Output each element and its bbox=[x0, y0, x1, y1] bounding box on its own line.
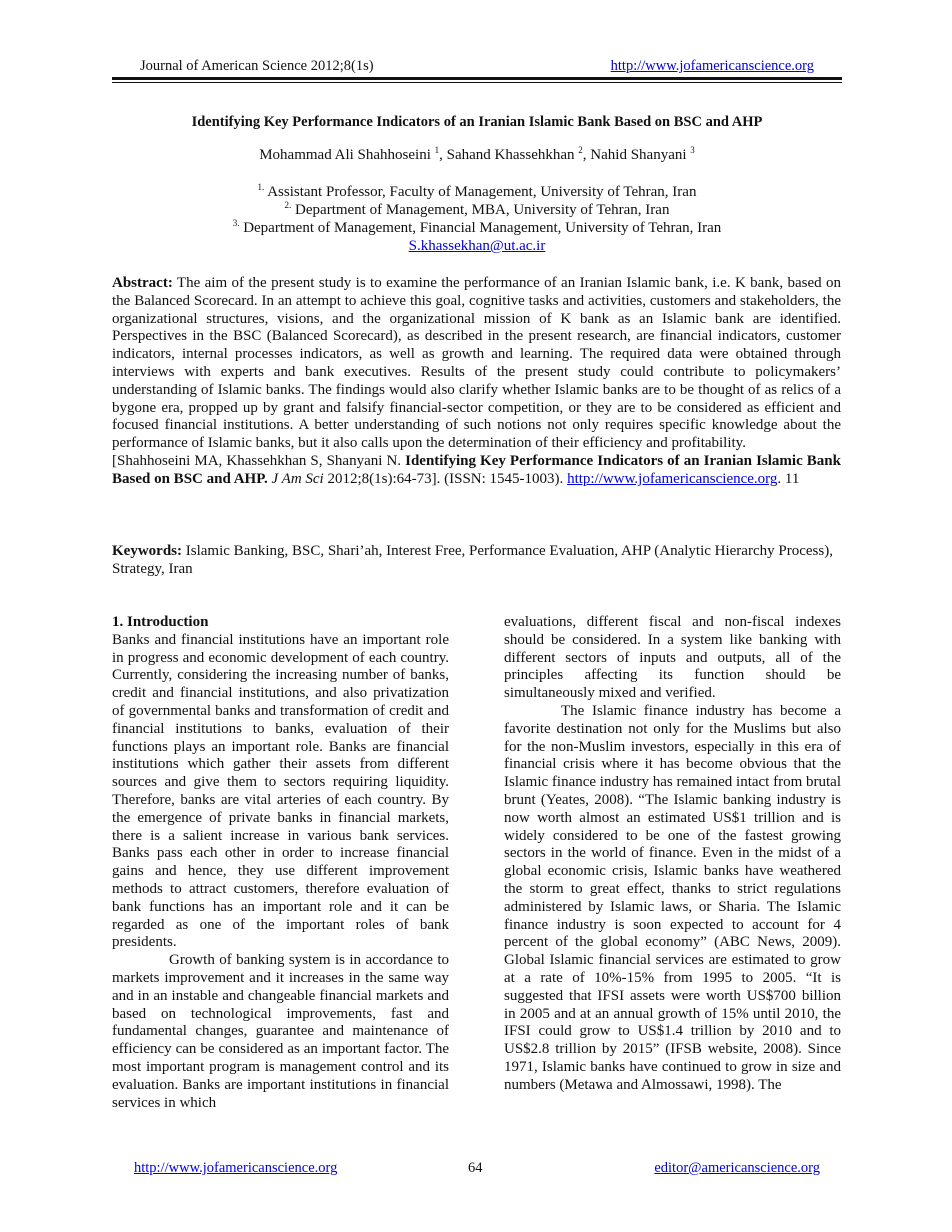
citation-prefix: [Shahhoseini MA, Khassehkhan S, Shanyani N. bbox=[112, 452, 406, 469]
journal-url-link[interactable]: http://www.jofamericanscience.org bbox=[610, 58, 814, 74]
citation-details: 2012;8(1s):64-73]. (ISSN: 1545-1003). bbox=[327, 470, 568, 487]
contact-email-link[interactable]: S.khassekhan@ut.ac.ir bbox=[408, 238, 546, 254]
affiliation bbox=[112, 183, 842, 201]
citation-journal: J Am Sci bbox=[267, 470, 328, 487]
affiliation bbox=[112, 201, 842, 219]
body-paragraph: evaluations, different fiscal and non-fiscal indexes should be considered. In a system like banking with different sectors of inputs and outputs, all of the principles affecting its function should be simultaneously mixed and verified. bbox=[504, 614, 841, 702]
journal-name: Journal of American Science 2012;8(1s) bbox=[140, 58, 374, 74]
author-affil-marker: 1 bbox=[434, 145, 440, 155]
header-rule-thick bbox=[112, 77, 842, 80]
affiliation-text: Department of Management, MBA, University of Tehran, Iran bbox=[291, 202, 670, 218]
body-column-right bbox=[504, 614, 841, 1095]
affiliation bbox=[112, 219, 842, 237]
author-name: Nahid Shanyani bbox=[590, 147, 687, 163]
affiliation-number: 2. bbox=[284, 200, 292, 210]
keywords-label: Keywords: bbox=[112, 543, 182, 559]
body-column-left bbox=[112, 614, 449, 1112]
keywords-text: Islamic Banking, BSC, Shari’ah, Interest Free, Performance Evaluation, AHP (Analytic Hierarchy Process), Strategy, Iran bbox=[112, 543, 833, 577]
keywords bbox=[112, 542, 841, 578]
section-heading-introduction: 1. Introduction bbox=[112, 614, 209, 630]
header-rule-thin bbox=[112, 82, 842, 83]
contact-email-row bbox=[112, 237, 842, 255]
citation-suffix: . 11 bbox=[777, 470, 800, 487]
author-affil-marker: 2 bbox=[578, 145, 583, 155]
author-affil-marker: 3 bbox=[690, 145, 695, 155]
citation-url-link[interactable]: http://www.jofamericanscience.org bbox=[567, 470, 778, 487]
author-name: Mohammad Ali Shahhoseini bbox=[259, 147, 431, 163]
author-separator: , bbox=[439, 147, 447, 163]
affiliation-number: 3. bbox=[232, 218, 240, 228]
author-name: Sahand Khassehkhan bbox=[446, 147, 575, 163]
author-separator: , bbox=[582, 147, 591, 163]
page-footer bbox=[112, 1160, 842, 1180]
abstract-label: Abstract: bbox=[112, 275, 173, 291]
running-header bbox=[112, 58, 842, 78]
affiliation-text: Department of Management, Financial Management, University of Tehran, Iran bbox=[239, 220, 722, 236]
body-paragraph: Banks and financial institutions have an important role in progress and economic development of each country. Currently, considering the increasing number of banks, credit and financial institutions, and also privatization of governmental banks and transformation of credit and financial institutions to banks, evaluation of their functions plays an important role. Banks are financial institutions which gather their assets from different sources and give them to sectors requiring liquidity. Therefore, banks are vital arteries of each country. By the emergence of private banks in financial markets, there is a salient increase in various bank services. Banks pass each other in order to increase financial gains and hence, they use different improvement methods to attract customers, therefore evaluation of bank functions has an important role and it can be regarded as one of the important roles of bank presidents. bbox=[112, 631, 449, 951]
body-paragraph: The Islamic finance industry has become a favorite destination not only for the Muslims but also for the non-Muslim investors, especially in this era of financial crisis where it has become obvious that the Islamic finance industry has remained intact from brutal brunt (Yeates, 2008). “The Islamic banking industry is now worth almost an estimated US$1 trillion and is widely considered to be one of the fastest growing sectors in the world of finance. Even in the midst of a global economic crisis, Islamic banks have weathered the storm to great effect, thanks to strict regulations administered by Islamic laws, or Sharia. The Islamic finance industry is soon expected to account for 4 percent of the global economy” (ABC News, 2009). Global Islamic financial services are estimated to grow at a rate of 10%-15% from 1995 to 2005. “It is suggested that IFSI assets were worth US$700 billion in 2005 and at an annual growth of 15% until 2010, the IFSI could grow to US$1.4 trillion by 2010 and to US$2.8 trillion by 2015” (IFSB website, 2008). Since 1971, Islamic banks have continued to grow in size and numbers (Metawa and Almossawi, 1998). The bbox=[504, 702, 841, 1093]
abstract bbox=[112, 275, 841, 489]
page-number: 64 bbox=[468, 1160, 483, 1176]
affiliation-text: Assistant Professor, Faculty of Management, University of Tehran, Iran bbox=[264, 184, 697, 200]
affiliation-list bbox=[112, 183, 842, 255]
footer-url-link[interactable]: http://www.jofamericanscience.org bbox=[134, 1160, 338, 1176]
affiliation-number: 1. bbox=[257, 182, 265, 192]
body-paragraph: Growth of banking system is in accordance to markets improvement and it increases in the same way and in an instable and changeable financial markets and based on technological improvements, fast and fundamental changes, guarantee and maintenance of efficiency can be considered as an important factor. The most important program is management control and its evaluation. Banks are important institutions in financial services in which bbox=[112, 952, 449, 1111]
footer-email-link[interactable]: editor@americanscience.org bbox=[654, 1160, 820, 1176]
author-list bbox=[112, 147, 842, 164]
citation-title: Identifying Key Performance Indicators of an Iranian Islamic Bank Based on BSC and AHP. bbox=[112, 452, 841, 487]
abstract-text: The aim of the present study is to examine the performance of an Iranian Islamic bank, i.e. K bank, based on the Balanced Scorecard. In an attempt to achieve this goal, cognitive tasks and activities, customers and stakeholders, the organizational structures, visions, and the organizational mission of K bank as an Islamic bank are identified. Perspectives in the BSC (Balanced Scorecard), as described in the present research, are financial indicators, customer indicators, internal processes indicators, as well as growth and learning. The required data were obtained through interviews with experts and bank executives. Results of the present study could contribute to policymakers’ understanding of Islamic banks. The findings would also clarify whether Islamic banks are to be thought of as relics of a bygone era, propped up by grant and falsify financial-sector competition, or they are to be considered as efficient and focused financial institutions. A better understanding of such notions not only requires specific knowledge about the performance of Islamic banks, but it also calls upon the determination of their efficiency and profitability. bbox=[112, 275, 841, 452]
paper-title: Identifying Key Performance Indicators of an Iranian Islamic Bank Based on BSC and AHP bbox=[191, 114, 763, 130]
